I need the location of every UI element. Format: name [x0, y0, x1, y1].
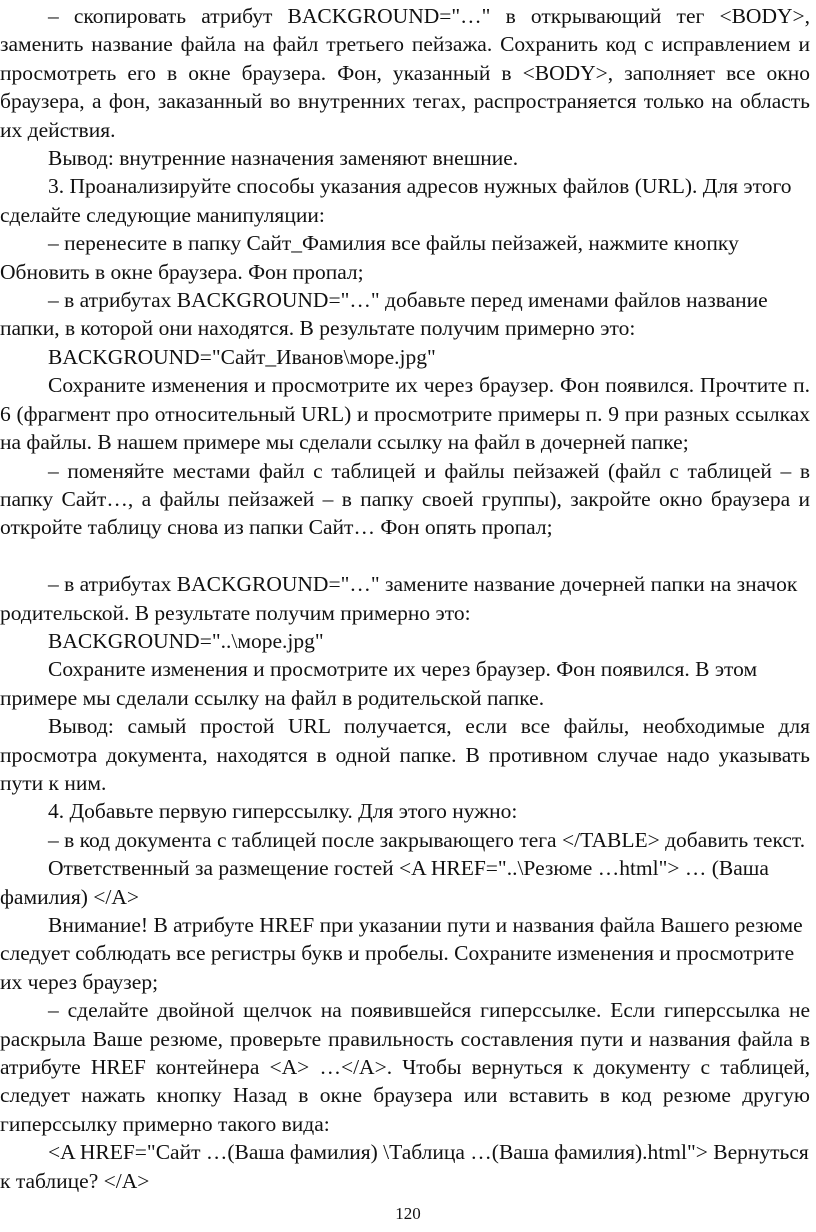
paragraph-copy-background: – скопировать атрибут BACKGROUND="…" в открывающий тег <BODY>, заменить название файла на файл третьего пейзажа. Сохранить код с исправлением и просмотреть его в окне браузера. Фон, указанный в <BODY>, заполняет все окно браузера, а фон, заказанный во внутренних тегах, распространяется только на область их действия. — [0, 4, 810, 142]
paragraph-step-3: 3. Проанализируйте способы указания адресов нужных файлов (URL). Для этого сделайте следующие манипуляции: — [0, 174, 792, 227]
paragraph-double-click: – сделайте двойной щелчок на появившейся гиперссылке. Если гиперссылка не раскрыла Ваше резюме, проверьте правильность составления пути и названия файла в атрибуте HREF контейнера <A> …</A>. Чтобы вернуться к документу с таблицей, следует нажать кнопку Назад в окне браузера или вставить в код резюме другую гиперссылку примерно такого вида: — [0, 998, 810, 1136]
paragraph-step-4: 4. Добавьте первую гиперссылку. Для этого нужно: — [48, 799, 518, 824]
code-example-hyperlink: Ответственный за размещение гостей <A HREF="..\Резюме …html"> … (Ваша фамилия) </A> — [0, 856, 769, 909]
paragraph-conclusion-1: Вывод: внутренние назначения заменяют внешние. — [48, 146, 519, 171]
paragraph-swap-files: – поменяйте местами файл с таблицей и файлы пейзажей (файл с таблицей – в папку Сайт…, а файлы пейзажей – в папку своей группы), закройте окно браузера и откройте таблицу снова из папки Сайт… Фон опять пропал; — [0, 458, 810, 540]
page-number: 120 — [395, 1204, 421, 1223]
paragraph-conclusion-2: Вывод: самый простой URL получается, если все файлы, необходимые для просмотра документа, находятся в одной папке. В противном случае надо указывать пути к ним. — [0, 714, 810, 795]
paragraph-add-folder: – в атрибутах BACKGROUND="…" добавьте перед именами файлов название папки, в которой они находятся. В результате получим примерно это: — [0, 288, 768, 341]
page-body — [0, 2, 810, 1195]
code-example-child-folder: BACKGROUND="Сайт_Иванов\море.jpg" — [48, 344, 436, 369]
paragraph-parent-folder: – в атрибутах BACKGROUND="…" замените название дочерней папки на значок родительской. В результате получим примерно это: — [0, 572, 798, 625]
paragraph-move-files: – перенесите в папку Сайт_Фамилия все файлы пейзажей, нажмите кнопку Обновить в окне браузера. Фон пропал; — [0, 231, 739, 284]
paragraph-save-view-1: Сохраните изменения и просмотрите их через браузер. Фон появился. Прочтите п. 6 (фрагмент про относительный URL) и просмотрите примеры п. 9 при разных ссылках на файлы. В нашем примере мы сделали ссылку на файл в дочерней папке; — [0, 373, 810, 455]
paragraph-save-view-2: Сохраните изменения и просмотрите их через браузер. Фон появился. В этом примере мы сделали ссылку на файл в родительской папке. — [0, 657, 758, 710]
code-example-return-link: <A HREF="Сайт …(Ваша фамилия) \Таблица …(Ваша фамилия).html"> Вернуться к таблице? </A> — [0, 1140, 809, 1193]
paragraph-attention: Внимание! В атрибуте HREF при указании пути и названия файла Вашего резюме следует соблюдать все регистры букв и пробелы. Сохраните изменения и просмотрите их через браузер; — [0, 912, 803, 994]
code-example-parent-folder: BACKGROUND="..\море.jpg" — [48, 628, 324, 653]
paragraph-add-text: – в код документа с таблицей после закрывающего тега </TABLE> добавить текст. — [48, 827, 806, 852]
blank-line — [0, 542, 810, 570]
